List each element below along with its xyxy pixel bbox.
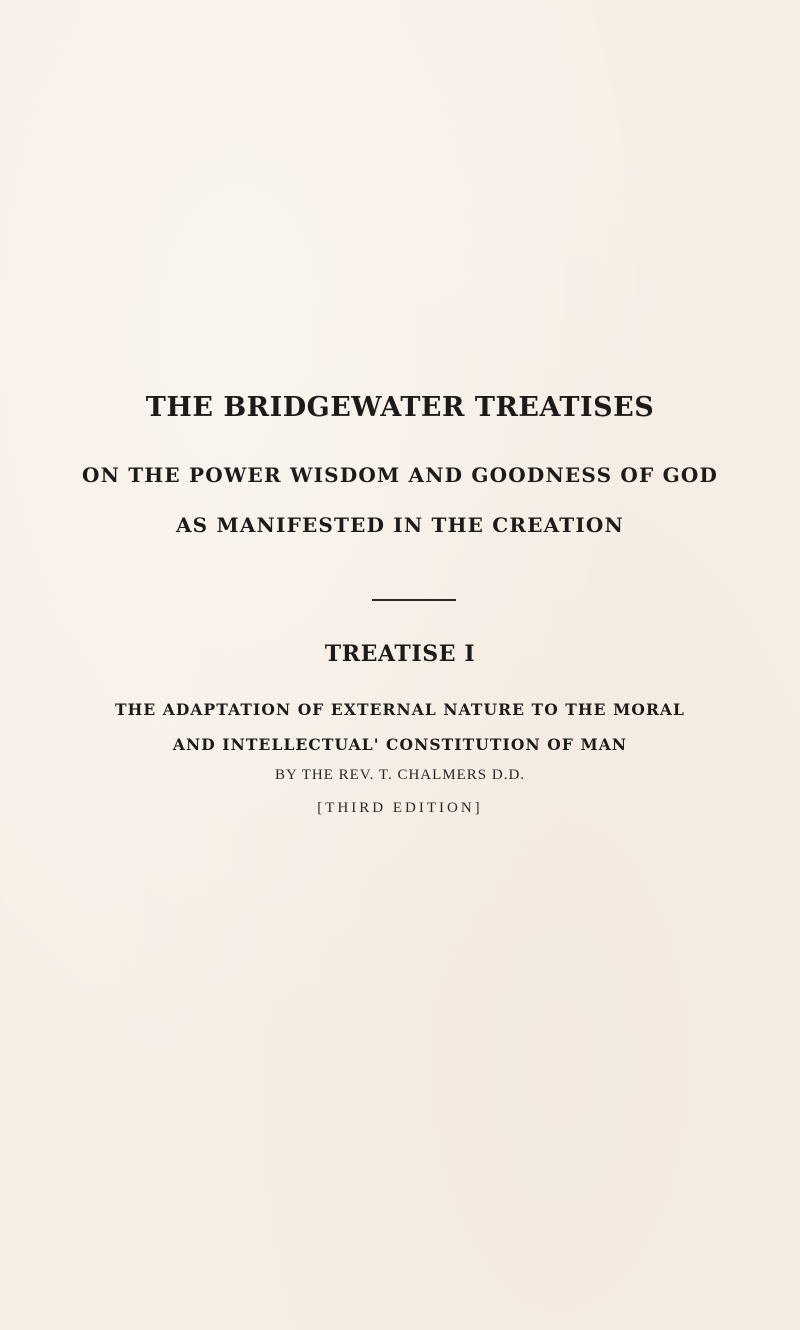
- author-line: BY THE REV. T. CHALMERS D.D.: [274, 767, 526, 783]
- treatise-number: TREATISE I: [324, 641, 476, 667]
- description-line-1: THE ADAPTATION OF EXTERNAL NATURE TO THE MORAL: [114, 700, 686, 719]
- divider-rule: [372, 599, 456, 601]
- subtitle-line-2: AS MANIFESTED IN THE CREATION: [175, 513, 625, 537]
- edition-line: [THIRD EDITION]: [317, 800, 483, 816]
- subtitle-line-1: ON THE POWER WISDOM AND GOODNESS OF GOD: [81, 463, 719, 487]
- main-title: THE BRIDGEWATER TREATISES: [145, 392, 655, 423]
- description-line-2: AND INTELLECTUAL' CONSTITUTION OF MAN: [172, 735, 628, 754]
